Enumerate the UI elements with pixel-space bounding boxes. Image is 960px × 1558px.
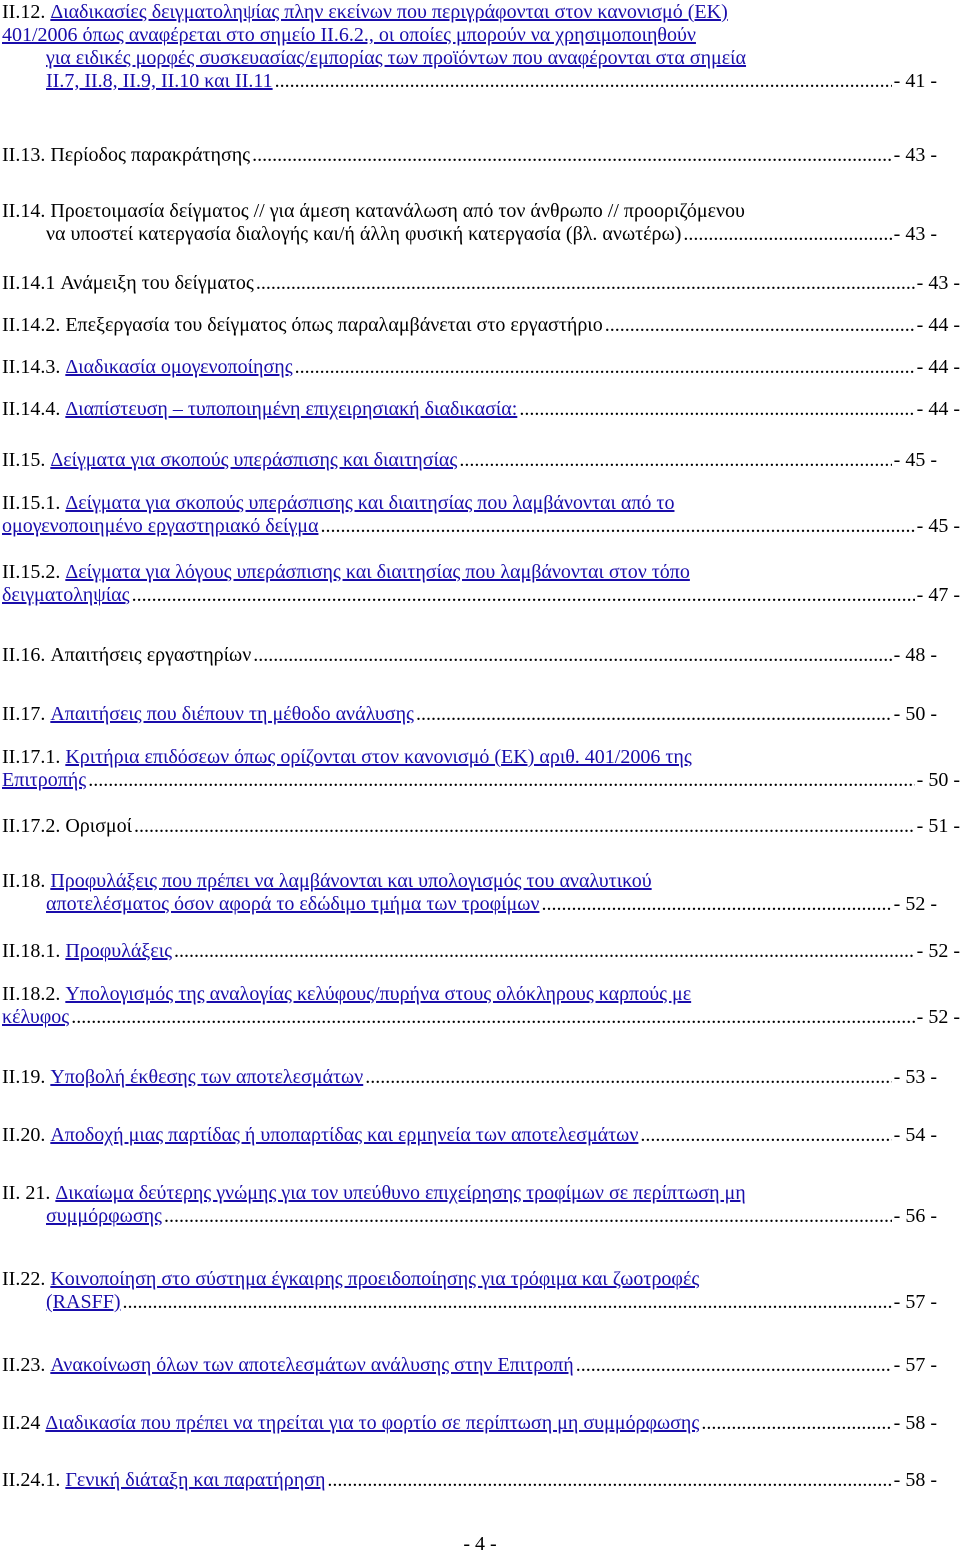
toc-page-number: - 44 - [916,314,960,336]
toc-entry-title[interactable]: Γενική διάταξη και παρατήρηση [65,1469,326,1491]
toc-entry-title[interactable]: Υποβολή έκθεσης των αποτελεσμάτων [50,1066,364,1088]
toc-entry-ii-14-1[interactable] [2,272,960,295]
toc-entry-ii-24[interactable] [2,1412,937,1435]
toc-entry-title-cont[interactable]: 401/2006 όπως αναφέρεται στο σημείο II.6.2., οι οποίες μπορούν να χρησιμοποιηθούν [2,24,696,46]
dot-leader [134,815,915,838]
dot-leader [459,449,891,472]
toc-page-number: - 58 - [893,1469,937,1491]
toc-entry-number: II.15. [2,449,46,471]
toc-entry-ii-16[interactable] [2,644,937,667]
toc-entry-title-cont[interactable]: αποτελέσματος όσον αφορά το εδώδιμο τμήμα των τροφίμων [46,893,540,915]
dot-leader [164,1205,892,1228]
toc-entry-ii-18[interactable] [2,870,937,916]
toc-page-number: - 52 - [916,940,960,962]
toc-page-number: - 43 - [916,272,960,294]
toc-entry-number: II.17.1. [2,746,61,768]
toc-entry-title-cont[interactable]: να υποστεί κατεργασία διαλογής και/ή άλλη φυσική κατεργασία (βλ. ανωτέρω) [46,223,682,245]
toc-entry-title-cont[interactable]: δειγματοληψίας [2,584,130,606]
toc-page-number: - 45 - [893,449,937,471]
toc-page-number: - 45 - [916,515,960,537]
dot-leader [519,398,914,421]
toc-entry-number: II.14.1 [2,272,56,294]
dot-leader [365,1066,891,1089]
toc-entry-ii-22[interactable] [2,1268,937,1314]
dot-leader [640,1124,891,1147]
toc-entry-title[interactable]: Διαδικασία ομογενοποίησης [65,356,293,378]
toc-entry-ii-17-2[interactable] [2,815,960,838]
toc-entry-number: II.22. [2,1268,46,1290]
toc-entry-title[interactable]: Δικαίωμα δεύτερης γνώμης για τον υπεύθυνο επιχείρησης τροφίμων σε περίπτωση μη [55,1182,746,1204]
toc-page-number: - 56 - [893,1205,937,1227]
toc-entry-number: II.14.3. [2,356,61,378]
toc-entry-number: II.14.4. [2,398,61,420]
toc-entry-title[interactable]: Ανακοίνωση όλων των αποτελεσμάτων ανάλυσης στην Επιτροπή [50,1354,574,1376]
toc-entry-ii-15-1[interactable] [2,492,960,538]
toc-entry-number: II.19. [2,1066,46,1088]
toc-page-number: - 50 - [916,769,960,791]
toc-entry-title[interactable]: Υπολογισμός της αναλογίας κελύφους/πυρήνα στους ολόκληρους καρπούς με [65,983,692,1005]
toc-entry-title[interactable]: Αποδοχή μιας παρτίδας ή υποπαρτίδας και ερμηνεία των αποτελεσμάτων [50,1124,639,1146]
toc-entry-number: II. 21. [2,1182,51,1204]
toc-entry-number: II.15.2. [2,561,61,583]
toc-entry-number: II.14.2. [2,314,61,336]
toc-entry-number: II.15.1. [2,492,61,514]
toc-page-number: - 53 - [893,1066,937,1088]
dot-leader [416,703,892,726]
dot-leader [295,356,915,379]
toc-page-number: - 48 - [893,644,937,666]
toc-entry-ii-15-2[interactable] [2,561,960,607]
toc-entry-title-cont[interactable]: κέλυφος [2,1006,70,1028]
toc-entry-title-cont[interactable]: II.7, II.8, II.9, II.10 και II.11 [46,70,273,92]
toc-entry-number: II.18. [2,870,46,892]
toc-entry-title[interactable]: Δείγματα για σκοπούς υπεράσπισης και διαιτησίας [50,449,458,471]
toc-entry-ii-18-2[interactable] [2,983,960,1029]
dot-leader [256,272,915,295]
dot-leader [174,940,915,963]
toc-page-number: - 43 - [893,144,937,166]
toc-entry-title[interactable]: Διαδικασίες δειγματοληψίας πλην εκείνων που περιγράφονται στον κανονισμό (ΕΚ) [50,1,728,23]
toc-entry-number: II.13. [2,144,46,166]
dot-leader [683,223,891,246]
toc-entry-title[interactable]: Ανάμειξη του δείγματος [60,272,254,294]
toc-page-number: - 52 - [893,893,937,915]
toc-entry-title[interactable]: Διαπίστευση – τυποποιημένη επιχειρησιακή διαδικασία: [65,398,518,420]
toc-entry-ii-20[interactable] [2,1124,937,1147]
toc-entry-ii-15[interactable] [2,449,937,472]
toc-entry-number: II.18.2. [2,983,61,1005]
dot-leader [275,70,892,93]
toc-entry-title[interactable]: Προφυλάξεις που πρέπει να λαμβάνονται και υπολογισμός του αναλυτικού [50,870,652,892]
toc-page-number: - 50 - [893,703,937,725]
toc-entry-title[interactable]: Προετοιμασία δείγματος // για άμεση κατανάλωση από τον άνθρωπο // προοριζόμενου [50,200,745,222]
toc-entry-ii-23[interactable] [2,1354,937,1377]
toc-page-number: - 41 - [893,70,937,92]
toc-entry-ii-17-1[interactable] [2,746,960,792]
toc-entry-title[interactable]: Επεξεργασία του δείγματος όπως παραλαμβάνεται στο εργαστήριο [65,314,603,336]
toc-entry-title[interactable]: Κοινοποίηση στο σύστημα έγκαιρης προειδοποίησης για τρόφιμα και ζωοτροφές [50,1268,700,1290]
toc-entry-title[interactable]: Απαιτήσεις που διέπουν τη μέθοδο ανάλυσης [50,703,414,725]
toc-entry-title-cont[interactable]: για ειδικές μορφές συσκευασίας/εμπορίας των προϊόντων που αναφέρονται στα σημεία [46,47,747,69]
toc-entry-number: II.17. [2,703,46,725]
toc-entry-ii-14-4[interactable] [2,398,960,421]
toc-entry-ii-13[interactable] [2,144,937,167]
toc-entry-title[interactable]: Διαδικασία που πρέπει να τηρείται για το φορτίο σε περίπτωση μη συμμόρφωσης [45,1412,700,1434]
toc-page-number: - 57 - [893,1354,937,1376]
toc-page-number: - 58 - [893,1412,937,1434]
dot-leader [327,1469,891,1492]
toc-entry-title-cont[interactable]: συμμόρφωσης [46,1205,162,1227]
page-footer-number: - 4 - [463,1533,497,1555]
dot-leader [132,584,915,607]
toc-entry-title[interactable]: Απαιτήσεις εργαστηρίων [50,644,252,666]
toc-entry-title[interactable]: Δείγματα για λόγους υπεράσπισης και διαιτησίας που λαμβάνονται στον τόπο [65,561,690,583]
toc-entry-title[interactable]: Προφυλάξεις [65,940,172,962]
dot-leader [253,644,891,667]
dot-leader [71,1006,914,1029]
toc-page-number: - 44 - [916,356,960,378]
toc-entry-ii-17[interactable] [2,703,937,726]
toc-entry-title-cont[interactable]: (RASFF) [46,1291,121,1313]
toc-page-number: - 47 - [916,584,960,606]
dot-leader [88,769,914,792]
toc-entry-ii-18-1[interactable] [2,940,960,963]
toc-entry-number: II.16. [2,644,46,666]
dot-leader [122,1291,891,1314]
toc-entry-number: II.17.2. [2,815,61,837]
toc-entry-ii-14[interactable] [2,200,937,246]
toc-page-number: - 54 - [893,1124,937,1146]
toc-entry-title[interactable]: Ορισμοί [65,815,133,837]
toc-entry-title[interactable]: Κριτήρια επιδόσεων όπως ορίζονται στον κανονισμό (ΕΚ) αριθ. 401/2006 της [65,746,692,768]
dot-leader [252,144,892,167]
toc-entry-number: II.23. [2,1354,46,1376]
toc-entry-number: II.24 [2,1412,41,1434]
toc-page-number: - 43 - [893,223,937,245]
toc-page-number: - 52 - [916,1006,960,1028]
dot-leader [576,1354,892,1377]
toc-entry-number: II.24.1. [2,1469,61,1491]
dot-leader [701,1412,891,1435]
toc-entry-number: II.18.1. [2,940,61,962]
toc-entry-title[interactable]: Περίοδος παρακράτησης [50,144,251,166]
toc-page-number: - 51 - [916,815,960,837]
toc-entry-ii-24-1[interactable] [2,1469,937,1492]
dot-leader [541,893,891,916]
toc-entry-number: II.20. [2,1124,46,1146]
toc-entry-title-cont[interactable]: ομογενοποιημένο εργαστηριακό δείγμα [2,515,319,537]
toc-entry-number: II.14. [2,200,46,222]
toc-entry-title-cont[interactable]: Επιτροπής [2,769,87,791]
toc-entry-ii-21[interactable] [2,1182,937,1228]
toc-entry-ii-14-3[interactable] [2,356,960,379]
toc-page-number: - 44 - [916,398,960,420]
dot-leader [605,314,915,337]
toc-page-number: - 57 - [893,1291,937,1313]
toc-entry-ii-14-2[interactable] [2,314,960,337]
toc-entry-ii-12[interactable] [2,1,937,93]
toc-entry-number: II.12. [2,1,46,23]
toc-entry-title[interactable]: Δείγματα για σκοπούς υπεράσπισης και διαιτησίας που λαμβάνονται από το [65,492,675,514]
toc-entry-ii-19[interactable] [2,1066,937,1089]
dot-leader [320,515,914,538]
